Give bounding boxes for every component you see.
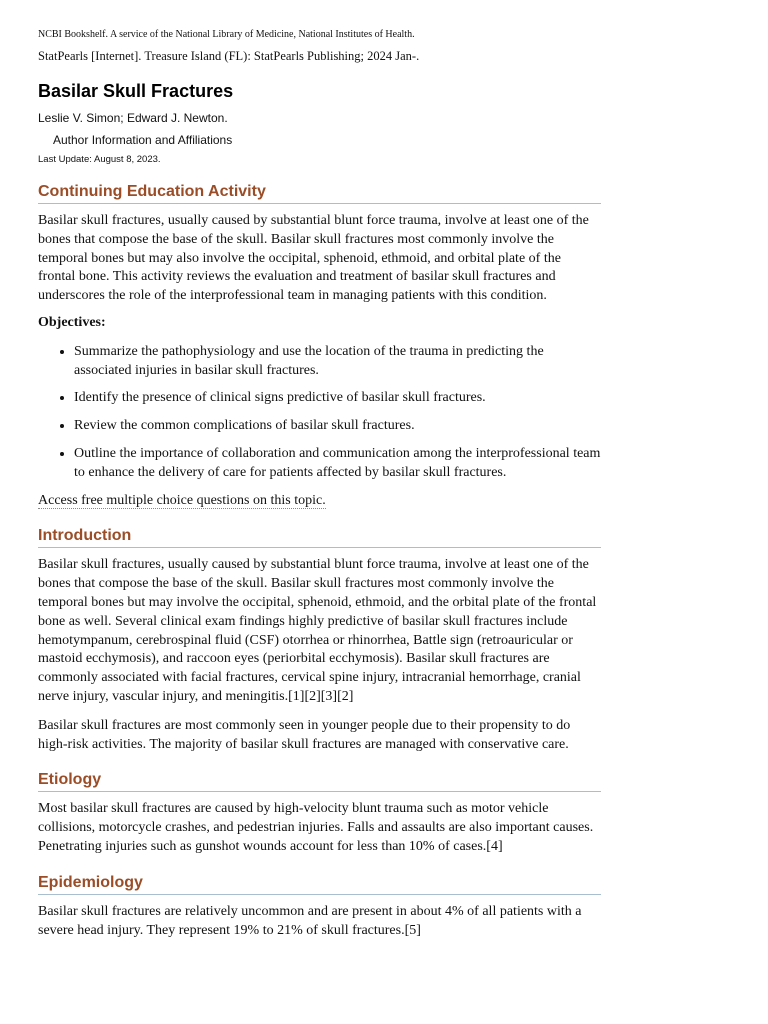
list-item: • Identify the presence of clinical signs predictive of basilar skull fractures.	[74, 389, 601, 408]
section-heading-cme: Continuing Education Activity	[38, 182, 601, 204]
source-line: StatPearls [Internet]. Treasure Island (FL): StatPearls Publishing; 2024 Jan-.	[38, 49, 420, 63]
list-item: • Outline the importance of collaboration and communication among the interprofessional team to enhance the delivery of care for patients affected by basilar skull fractures.	[74, 445, 601, 483]
citation-links[interactable]: [5]	[404, 922, 421, 938]
introduction-paragraph-2: Basilar skull fractures are most commonly seen in younger people due to their propensity to do high-risk activities. The majority of basilar skull fractures are managed with conservative care.	[38, 717, 571, 752]
cme-paragraph: Basilar skull fractures, usually caused by substantial blunt force trauma, involve at least one of the bones that compose the base of the skull. Basilar skull fractures most commonly involve the temporal bones but may also involve the occipital, sphenoid, ethmoid, and orbital plate of the frontal bone. This activity reviews the evaluation and treatment of basilar skull fractures and underscores the role of the interprofessional team in managing patients with this condition.	[38, 213, 589, 304]
list-item: • Review the common complications of basilar skull fractures.	[74, 417, 601, 436]
epidemiology-paragraph	[38, 903, 601, 941]
section-heading-epidemiology: Epidemiology	[38, 873, 601, 895]
list-item: • Summarize the pathophysiology and use the location of the trauma in predicting the associated injuries in basilar skull fractures.	[74, 343, 601, 381]
last-update: Last Update: August 8, 2023.	[38, 154, 161, 165]
section-heading-introduction: Introduction	[38, 526, 601, 548]
mcq-link[interactable]: Access free multiple choice questions on this topic.	[38, 492, 326, 508]
section-heading-etiology: Etiology	[38, 770, 601, 792]
ncbi-banner: NCBI Bookshelf. A service of the National Library of Medicine, National Institutes of Health.	[38, 29, 415, 40]
objectives-label: Objectives:	[38, 314, 106, 330]
etiology-text: Most basilar skull fractures are caused by high-velocity blunt trauma such as motor vehicle collisions, motorcycle crashes, and pedestrian injuries. Falls and assaults are also important causes. Penetrating injuries such as gunshot wounds account for less than 10% of cases.	[38, 801, 594, 854]
citation-links[interactable]: [1][2][3][2]	[288, 688, 354, 704]
mcq-link-row	[38, 492, 601, 511]
objectives-list	[38, 343, 601, 483]
etiology-paragraph	[38, 800, 601, 856]
citation-links[interactable]: [4]	[486, 838, 503, 854]
introduction-text-1: Basilar skull fractures, usually caused by substantial blunt force trauma, involve at least one of the bones that compose the base of the skull. Basilar skull fractures most commonly involve the temporal bones but may involve the occipital, sphenoid, ethmoid, and the orbital plate of the frontal bone as well. Several clinical exam findings highly predictive of basilar skull fractures include hemotympanum, cerebrospinal fluid (CSF) otorrhea or rhinorrhea, Battle sign (retroauricular or mastoid ecchymosis), and raccoon eyes (periorbital ecchymosis). Basilar skull fractures are commonly associated with facial fractures, cervical spine injury, intracranial hemorrhage, cranial nerve injury, vascular injury, and meningitis.	[38, 557, 597, 704]
authors: Leslie V. Simon; Edward J. Newton.	[38, 111, 228, 125]
epidemiology-text: Basilar skull fractures are relatively uncommon and are present in about 4% of all patients with a severe head injury. They represent 19% to 21% of skull fractures.	[38, 903, 582, 938]
author-affiliations-link[interactable]: Author Information and Affiliations	[53, 133, 233, 147]
page-title: Basilar Skull Fractures	[38, 81, 234, 101]
article-page	[38, 28, 601, 940]
introduction-paragraph-1	[38, 556, 601, 706]
